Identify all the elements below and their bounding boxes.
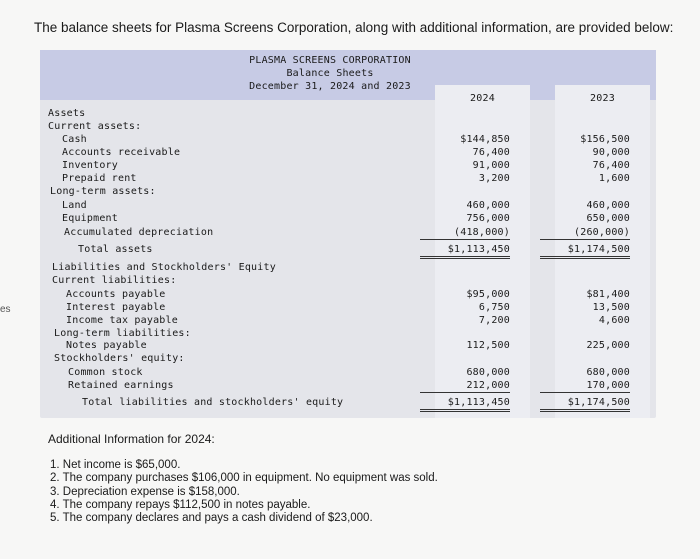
value-2023: (260,000) [540,226,630,240]
row-label: Common stock [68,367,143,378]
value-2023: 1,600 [598,173,630,184]
row-label: Total assets [78,244,153,255]
value-2024: 7,200 [478,315,510,326]
table-row [40,226,656,239]
row-label: Retained earnings [68,380,174,391]
value-2023: 460,000 [586,200,630,211]
intro-text: The balance sheets for Plasma Screens Corporation, along with additional information, are provided below: [34,20,674,35]
row-label: Prepaid rent [62,173,137,184]
year-header-2023: 2023 [590,93,615,104]
additional-info-heading: Additional Information for 2024: [48,432,215,446]
value-2024: 212,000 [420,379,510,393]
table-row [40,366,656,379]
table-row [40,288,656,301]
table-row [40,212,656,225]
list-item: 5. The company declares and pays a cash dividend of $23,000. [50,512,373,525]
row-label: Interest payable [66,302,166,313]
year-header-2024: 2024 [470,93,495,104]
row-label: Land [62,200,87,211]
value-2024: 6,750 [478,302,510,313]
row-label: Notes payable [66,340,147,351]
value-2023: $81,400 [586,289,630,300]
statement-title: Balance Sheets [286,68,374,79]
row-label: Income tax payable [66,315,178,326]
margin-fragment-text: es [0,304,11,315]
table-row [40,379,656,392]
row-label: Equipment [62,213,118,224]
row-label: Current liabilities: [52,275,177,286]
table-row [40,120,656,133]
value-2024: $1,113,450 [420,396,510,412]
table-row [40,301,656,314]
table-row [40,261,656,274]
value-2024: (418,000) [420,226,510,240]
row-label: Long-term assets: [50,186,156,197]
value-2023: 680,000 [586,367,630,378]
statement-heading [210,54,450,93]
value-2024: 460,000 [466,200,510,211]
row-label: Current assets: [48,121,142,132]
table-row [40,243,656,256]
balance-sheet-table [40,50,656,418]
value-2024: 3,200 [478,173,510,184]
table-row [40,133,656,146]
row-label: Total liabilities and stockholders' equity [82,397,344,408]
row-label: Long-term liabilities: [54,328,191,339]
row-label: Inventory [62,160,118,171]
table-row [40,185,656,198]
row-label: Stockholders' equity: [54,353,185,364]
row-label: Accounts payable [66,289,166,300]
list-item: 2. The company purchases $106,000 in equipment. No equipment was sold. [50,472,438,485]
table-row [40,199,656,212]
value-2024: 76,400 [472,147,510,158]
value-2024: 91,000 [472,160,510,171]
table-row [40,314,656,327]
value-2023: $1,174,500 [540,396,630,412]
statement-date: December 31, 2024 and 2023 [249,81,411,92]
table-row [40,274,656,287]
value-2024: $1,113,450 [420,243,510,259]
value-2023: 90,000 [592,147,630,158]
row-label: Liabilities and Stockholders' Equity [52,262,276,273]
value-2023: 225,000 [586,340,630,351]
value-2024: 756,000 [466,213,510,224]
value-2023: 650,000 [586,213,630,224]
row-label: Assets [48,108,86,119]
value-2023: 4,600 [598,315,630,326]
company-name: PLASMA SCREENS CORPORATION [249,55,411,66]
value-2023: $1,174,500 [540,243,630,259]
table-row [40,107,656,120]
value-2023: 76,400 [592,160,630,171]
row-label: Accumulated depreciation [64,227,214,238]
value-2024: $95,000 [466,289,510,300]
value-2024: 680,000 [466,367,510,378]
list-item: 4. The company repays $112,500 in notes payable. [50,498,311,511]
list-item: 1. Net income is $65,000. [50,459,181,471]
table-row [40,146,656,159]
table-row [40,352,656,365]
table-row [40,339,656,352]
row-label: Accounts receivable [62,147,181,158]
table-row [40,396,656,409]
list-item: 3. Depreciation expense is $158,000. [50,485,240,498]
value-2023: $156,500 [580,134,630,145]
value-2024: $144,850 [460,134,510,145]
value-2023: 170,000 [540,379,630,393]
table-row [40,159,656,172]
value-2024: 112,500 [466,340,510,351]
value-2023: 13,500 [592,302,630,313]
table-row [40,172,656,185]
row-label: Cash [62,134,87,145]
additional-info-list [50,459,438,525]
